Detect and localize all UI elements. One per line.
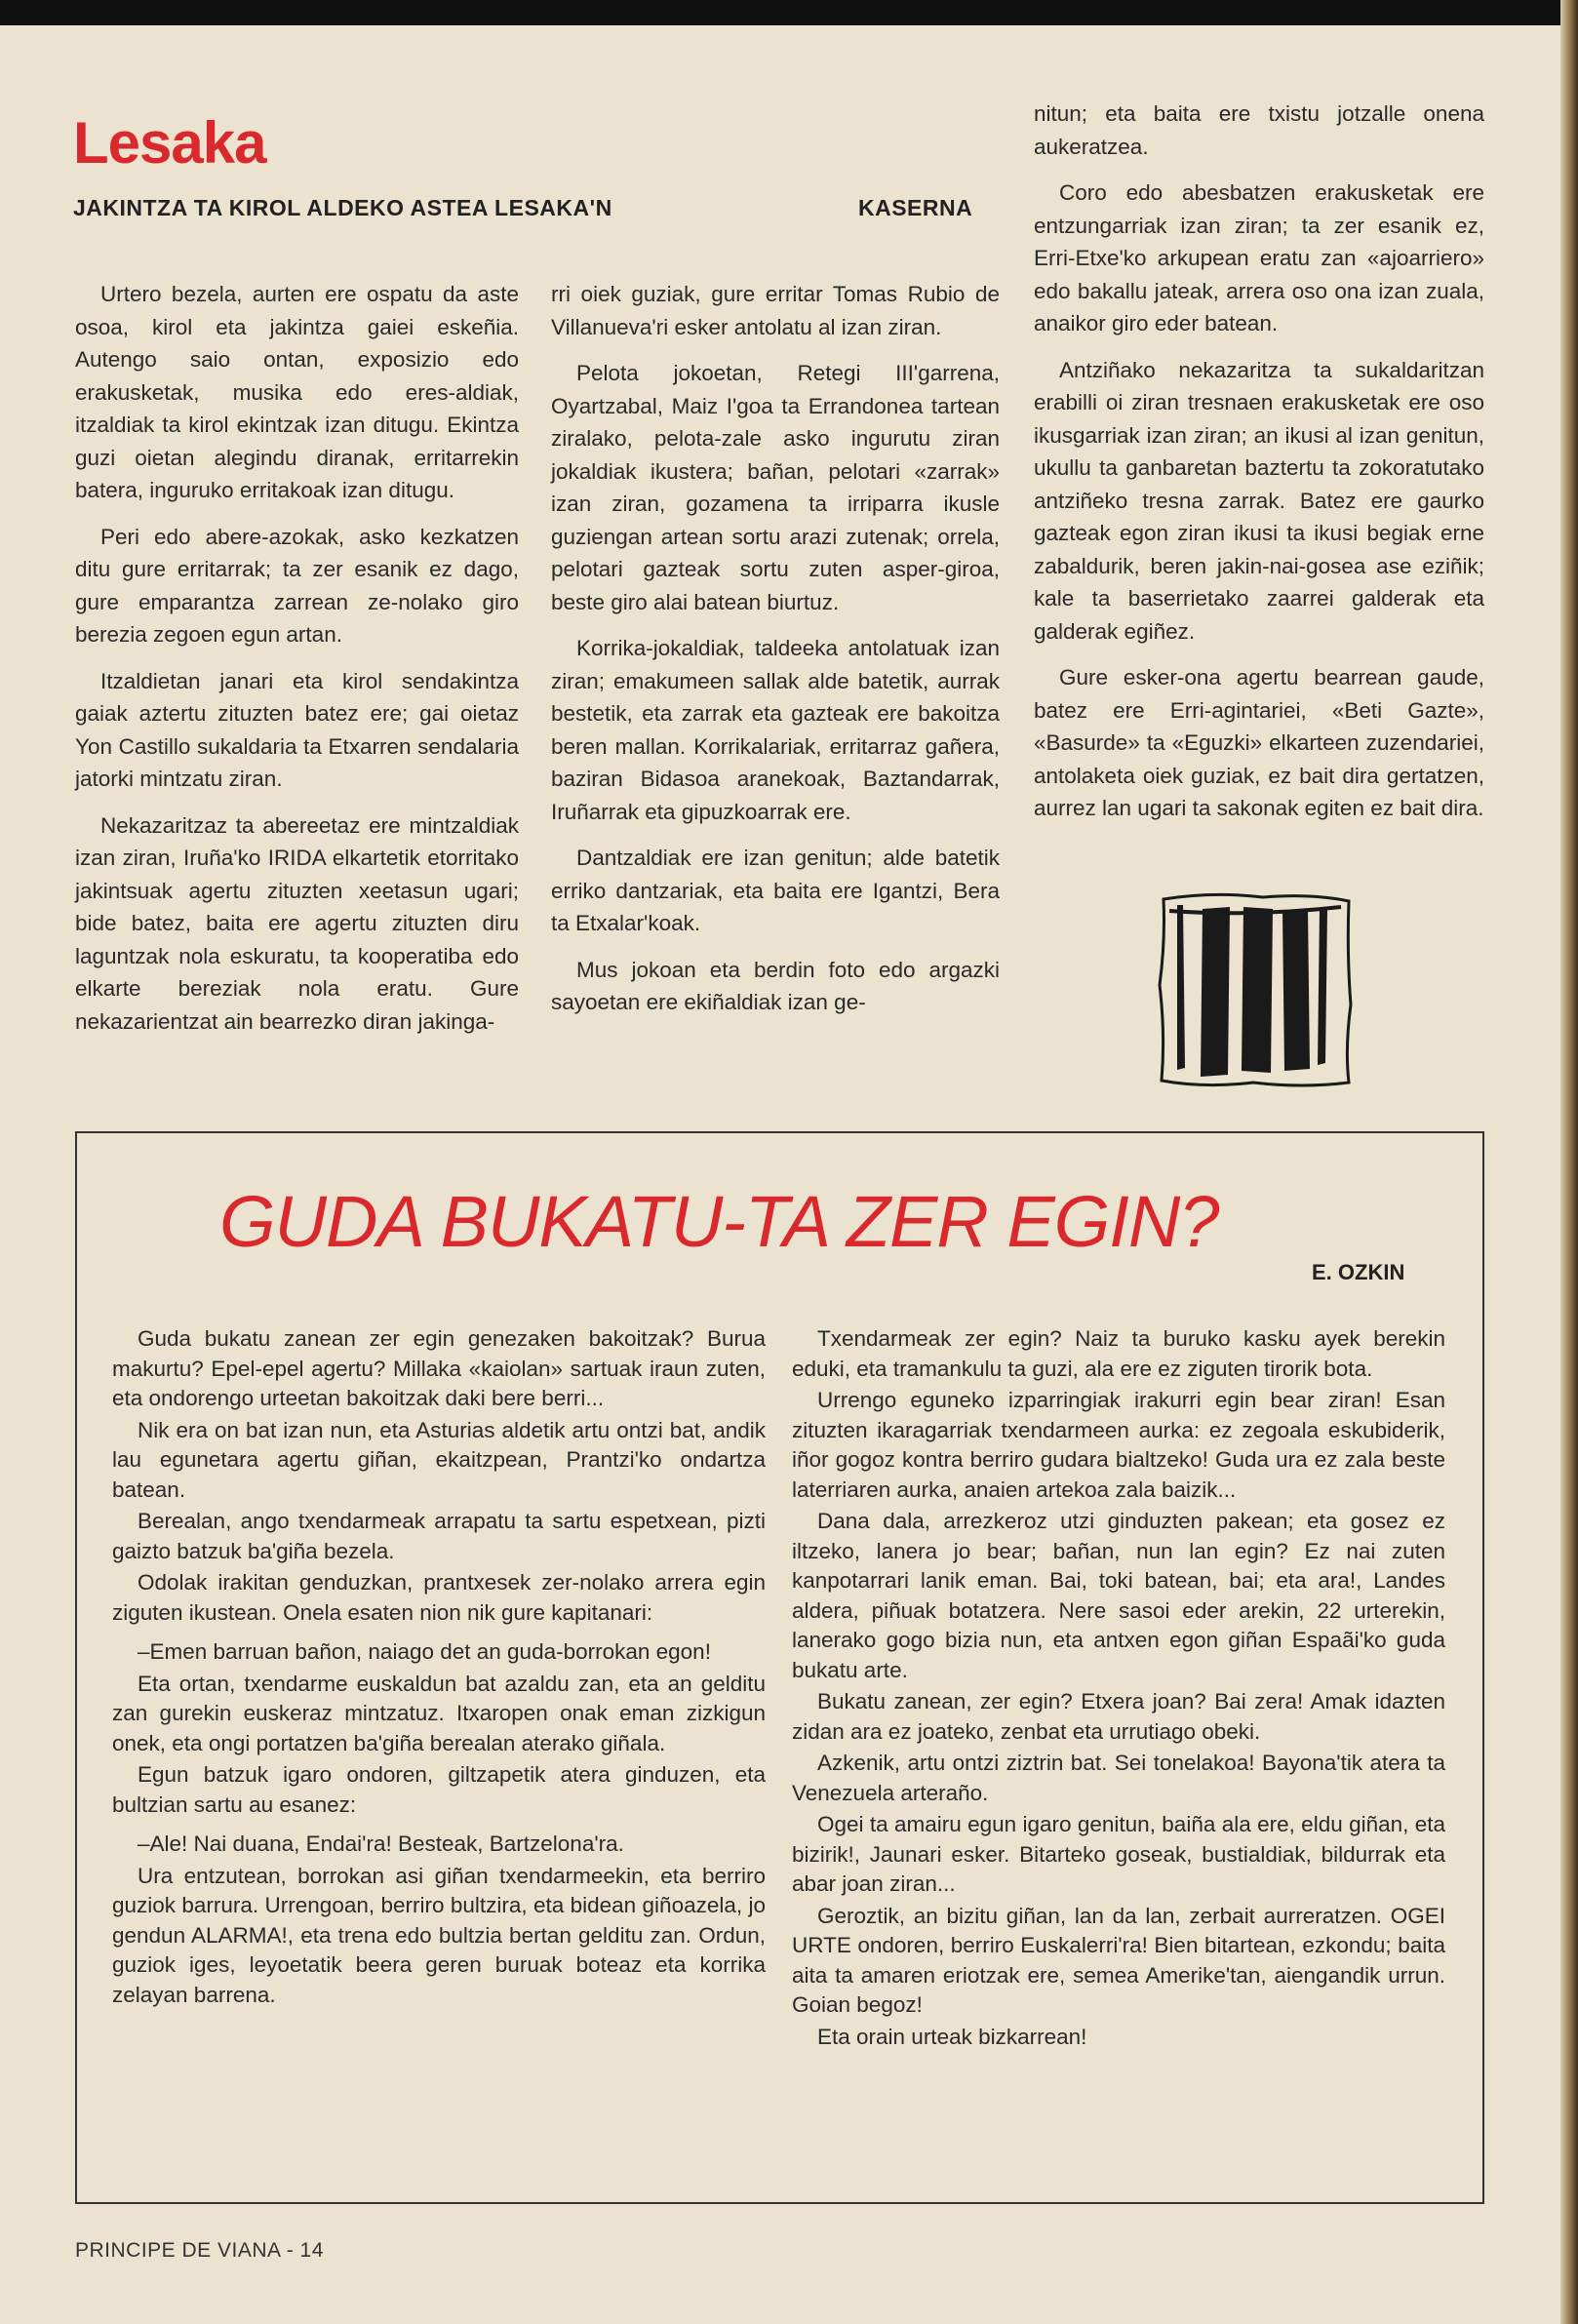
dialogue-line: –Ale! Nai duana, Endai'ra! Besteak, Bartzelona'ra. (138, 1832, 624, 1856)
paragraph: Eta ortan, txendarme euskaldun bat azaldu zan, eta an gelditu zan gurekin euskeraz mintzatuz. Itxaropen onak eman zizkigun onek, eta ongi portatzen ba'giña berealan aterako giñala. (112, 1671, 766, 1755)
barred-window-drawing-icon (1156, 887, 1356, 1092)
paragraph: Bukatu zanean, zer egin? Etxera joan? Bai zera! Amak idazten zidan ara ez joateko, zenbat eta urrutiago obeki. (792, 1689, 1445, 1744)
paragraph: Odolak irakitan genduzkan, prantxesek zer-nolako arrera egin ziguten ikustean. Onela esaten nion nik gure kapitanari: (112, 1570, 766, 1625)
paragraph: Ura entzutean, borrokan asi giñan txendarmeekin, eta berriro guziok barrura. Urrengoan, berriro bultzira, eta bidean giñoazela, jo gendun ALARMA!, eta trena edo bultzia bertan gelditu zan. Ordun, guziok iges, leyoetatik beera geren buruak boteaz eta korrika zelayan barrena. (112, 1863, 766, 2007)
article1-column-3 (1034, 98, 1484, 839)
article2-column-2 (792, 1324, 1445, 2054)
scan-top-border (0, 0, 1560, 25)
paragraph: Dana dala, arrezkeroz utzi ginduzten pakean; eta gosez ez iltzeko, lanera jo bear; bañan, nun lan egin? Ez nai zuten kanpotarrari lanik eman. Bai, toki batean, bai; eta ara!, Landes aldera, piñuak botatzera. Nere sasoi eder arekin, 22 urterekin, lanerako gogo bizia nun, eta antxen egon giñan Espaãi'ko guda bukatu arte. (792, 1509, 1445, 1682)
section-label: KASERNA (858, 195, 973, 220)
paragraph: Geroztik, an bizitu giñan, lan da lan, zerbait aurreratzen. OGEI URTE ondoren, berriro Euskalerri'ra! Bien bitartean, ezkondu; baita aita ta amaren eriotzak ere, semea Amerike'tan, aiengandik urrun. Goian begoz! (792, 1903, 1445, 2017)
article1-column-1 (75, 278, 519, 1051)
book-spine-edge (1560, 0, 1578, 2324)
paragraph: Urrengo eguneko izparringiak irakurri egin bear ziran! Esan zituzten ikaragarriak txendarmeen aurka: ez zegoala eskubiderik, iñor gogoz kontra berriro gudara bialtzeko! Guda ura ez zala beste laterriaren aurka, anaien artekoa zala baizik... (792, 1388, 1445, 1502)
paragraph: Itzaldietan janari eta kirol sendakintza gaiak aztertu zituzten batez ere; gai oietaz Yon Castillo sukaldaria ta Etxarren sendalaria jatorki mintzatu ziran. (75, 668, 519, 791)
paragraph: Egun batzuk igaro ondoren, giltzapetik atera ginduzen, eta bultzian sartu au esanez: (112, 1762, 766, 1817)
paragraph: Peri edo abere-azokak, asko kezkatzen ditu gure erritarrak; ta zer esanik ez dago, gure emparantza zarrean ze-nolako giro berezia zegoen egun artan. (75, 524, 519, 647)
paragraph: Pelota jokoetan, Retegi III'garrena, Oyartzabal, Maiz I'goa ta Errandonea tartean ziralako, pelota-zale asko ingurutu ziran jokaldiak ikustera; bañan, pelotari «zarrak» izan ziran, gozamena ta irriparra ikusle guziengan artean sortu arazi zutenak; orrela, pelotari gazteak sortu zuten asper-giroa, beste giro alai batean biurtuz. (551, 361, 1000, 614)
paragraph: Mus jokoan eta berdin foto edo argazki sayoetan ere ekiñaldiak izan ge- (551, 957, 1000, 1014)
paragraph: Nekazaritzaz ta abereetaz ere mintzaldiak izan ziran, Iruña'ko IRIDA elkartetik etorritako jakintsuak agertu zituzten xeetasun ugari; bide batez, baita ere agertu zituzten diru laguntzak nola eskuratu, ta kooperatiba edo elkarte bereziak nola eratu. Gure nekazarientzat ain bearrezko diran jakinga- (75, 812, 519, 1034)
article-title: Lesaka (73, 110, 266, 176)
paragraph: Coro edo abesbatzen erakusketak ere entzungarriak izan ziran; ta zer esanik ez, Erri-Etxe'ko arkupean eratu zan «ajoarriero» edo bakallu jateak, arrera oso ona izan zuala, anaikor giro eder batean. (1034, 180, 1484, 335)
article2-title: GUDA BUKATU-TA ZER EGIN? (219, 1181, 1219, 1262)
paragraph: Guda bukatu zanean zer egin genezaken bakoitzak? Burua makurtu? Epel-epel agertu? Millaka «kaiolan» sartuak iraun zuten, eta ondorengo urteetan bakoitzak daki bere berri... (112, 1326, 766, 1410)
article2-author: E. OZKIN (1312, 1260, 1405, 1284)
article2-column-1 (112, 1324, 766, 2012)
paragraph: Berealan, ango txendarmeak arrapatu ta sartu espetxean, pizti gaizto batzuk ba'giña bezela. (112, 1509, 766, 1563)
paragraph: Txendarmeak zer egin? Naiz ta buruko kasku ayek berekin eduki, eta tramankulu ta guzi, ala ere ez ziguten tirorik bota. (792, 1326, 1445, 1381)
paragraph: Nik era on bat izan nun, eta Asturias aldetik artu ontzi bat, andik lau egunetara agertu giñan, ekaitzpean, Prantzi'ko ondartza batean. (112, 1417, 766, 1502)
paragraph: Urtero bezela, aurten ere ospatu da aste osoa, kirol eta jakintza gaiei eskeñia. Autengo saio ontan, exposizio edo erakusketak, musika edo eres-aldiak, itzaldiak ta kirol ekintzak izan ditugu. Ekintza guzi oietan alegindu diranak, erritarrekin batera, inguruko erritakoak izan ditugu. (75, 282, 519, 502)
paragraph: rri oiek guziak, gure erritar Tomas Rubio de Villanueva'ri esker antolatu al izan ziran. (551, 282, 1000, 339)
paragraph: Gure esker-ona agertu bearrean gaude, batez ere Erri-agintariei, «Beti Gazte», «Basurde» ta «Eguzki» elkarteen zuzendariei, antolaketa oiek guziak, ez bait dira gertatzen, aurrez lan ugari ta sakonak egiten ez bait dira. (1034, 665, 1484, 820)
paragraph: Ogei ta amairu egun igaro genitun, baiña ala ere, eldu giñan, eta bizirik!, Jaunari esker. Bitarteko goseak, bustialdiak, bildurrak eta abar joan ziran... (792, 1812, 1445, 1896)
article-subtitle: JAKINTZA TA KIROL ALDEKO ASTEA LESAKA'N (73, 195, 612, 220)
paragraph: nitun; eta baita ere txistu jotzalle onena aukeratzea. (1034, 101, 1484, 159)
dialogue-line: –Emen barruan bañon, naiago det an guda-borrokan egon! (138, 1639, 711, 1664)
paragraph: Azkenik, artu ontzi ziztrin bat. Sei tonelakoa! Bayona'tik atera ta Venezuela arteraño. (792, 1751, 1445, 1805)
page-footer: PRINCIPE DE VIANA - 14 (75, 2239, 324, 2262)
paragraph: Dantzaldiak ere izan genitun; alde batetik erriko dantzariak, eta baita ere Igantzi, Bera ta Etxalar'koak. (551, 846, 1000, 935)
paragraph: Eta orain urteak bizkarrean! (817, 2024, 1087, 2049)
paragraph: Korrika-jokaldiak, taldeeka antolatuak izan ziran; emakumeen sallak alde batetik, aurrak bestetik, eta zarrak eta gazteak ere bakoitza beren mallan. Korrikalariak, erritarraz gañera, baziran Bidasoa aranekoak, Baztandarrak, Iruñarrak eta gipuzkoarrak ere. (551, 636, 1000, 824)
paragraph: Antziñako nekazaritza ta sukaldaritzan erabilli oi ziran tresnaen erakusketak ere oso ikusgarriak izan ziran; an ikusi al izan genitun, ukullu ta ganbaretan baztertu ta zokoratutako antziñeko tresna zarrak. Batez ere gaurko gazteak egon ziran ikusi ta ikusi begiak erne zabaldurik, beren jakin-nai-gosea ase eziñik; kale ta baserrietako zaarrei galderak eta galderak egiñez. (1034, 357, 1484, 644)
article1-column-2 (551, 278, 1000, 1033)
